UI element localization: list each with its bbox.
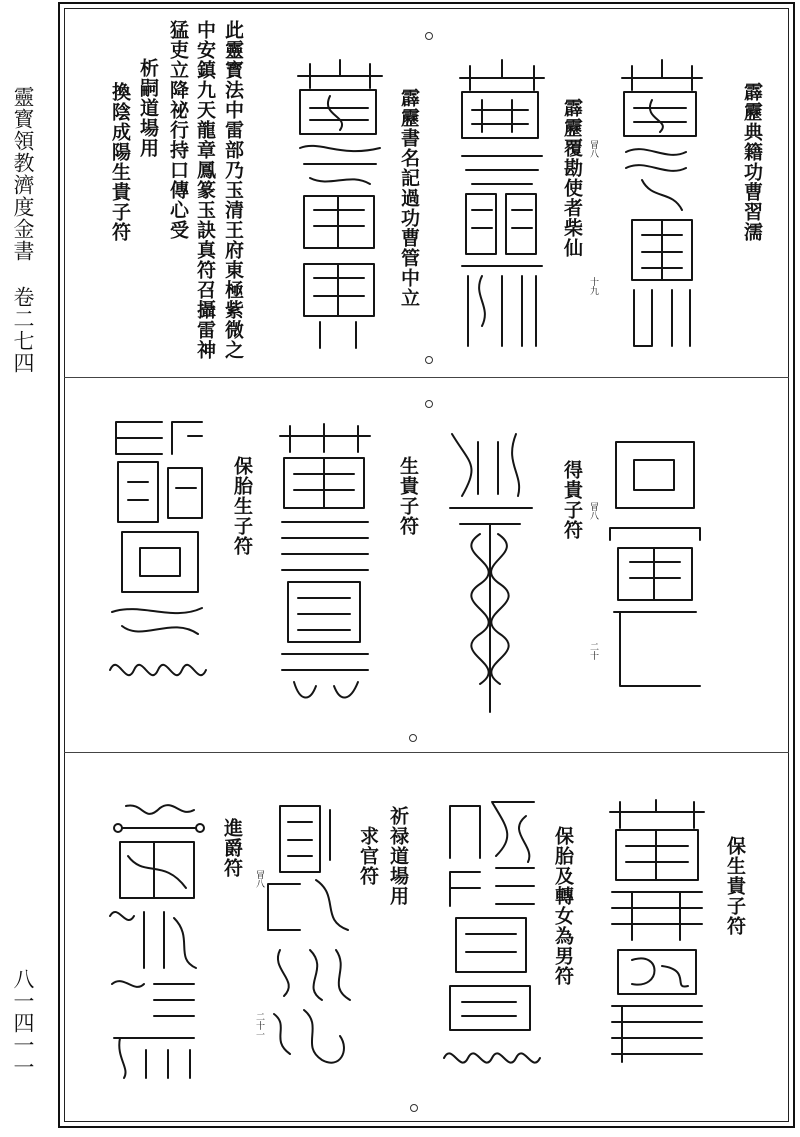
talisman-dianji-gongcao bbox=[612, 60, 712, 350]
text-column: 析嗣道場用 bbox=[137, 58, 159, 158]
talisman-sheng-guizi-a bbox=[440, 424, 540, 714]
talisman-fukan-shizhe bbox=[452, 60, 552, 350]
text-column: 中安鎮九天龍章鳳篆玉訣真符召攝雷神 bbox=[194, 20, 216, 360]
talisman-qiuguan bbox=[260, 800, 360, 1080]
talisman-de-guizi bbox=[600, 436, 710, 696]
talisman-shuming-gongcao bbox=[290, 60, 390, 350]
talisman-caption: 霹靂覆勘使者柴仙 bbox=[561, 98, 583, 258]
talisman-baotai-shengzi bbox=[102, 412, 212, 692]
book-title: 靈寳領教濟度金書 bbox=[11, 86, 35, 262]
margin-note: 二十一 bbox=[254, 1012, 264, 1039]
margin-note: 十九 bbox=[588, 277, 598, 295]
talisman-caption: 得貴子符 bbox=[561, 460, 583, 540]
talisman-caption: 保生貴子符 bbox=[724, 836, 746, 936]
talisman-baosheng-guizi bbox=[602, 800, 712, 1070]
talisman-caption: 生貴子符 bbox=[397, 456, 419, 536]
binding-hole bbox=[409, 734, 417, 742]
binding-hole bbox=[410, 1104, 418, 1112]
text-column: 換陰成陽生貴子符 bbox=[109, 82, 131, 242]
talisman-caption: 進爵符 bbox=[221, 818, 243, 878]
talisman-caption: 求官符 bbox=[357, 826, 379, 886]
margin-note: 冒八 bbox=[588, 140, 598, 158]
binding-hole bbox=[425, 356, 433, 364]
talisman-caption: 霹靂典籍功曹習濡 bbox=[741, 82, 763, 242]
page-number: 八一四一一 bbox=[11, 968, 35, 1078]
volume-number: 卷二七四 bbox=[11, 286, 35, 374]
talisman-caption: 保胎生子符 bbox=[231, 456, 253, 556]
panel-divider-2 bbox=[64, 752, 789, 753]
talisman-sheng-guizi-b bbox=[270, 422, 380, 712]
text-column: 此靈寳法中雷部乃玉清王府東極紫微之 bbox=[222, 20, 244, 360]
binding-hole bbox=[425, 32, 433, 40]
talisman-caption: 霹靂書名記過功曹管中立 bbox=[398, 88, 420, 308]
panel-divider-1 bbox=[64, 377, 789, 378]
margin-note: 冒八 bbox=[254, 870, 264, 888]
text-column: 猛吏立降祕行持口傳心受 bbox=[167, 20, 189, 240]
margin-note: 冒八 bbox=[588, 502, 598, 520]
margin-note: 二十 bbox=[588, 642, 598, 660]
talisman-jinjue bbox=[104, 798, 204, 1080]
binding-hole bbox=[425, 400, 433, 408]
talisman-caption: 祈禄道場用 bbox=[387, 806, 409, 906]
talisman-zhuannv-weinan bbox=[436, 796, 542, 1076]
talisman-caption: 保胎及轉女為男符 bbox=[552, 826, 574, 986]
